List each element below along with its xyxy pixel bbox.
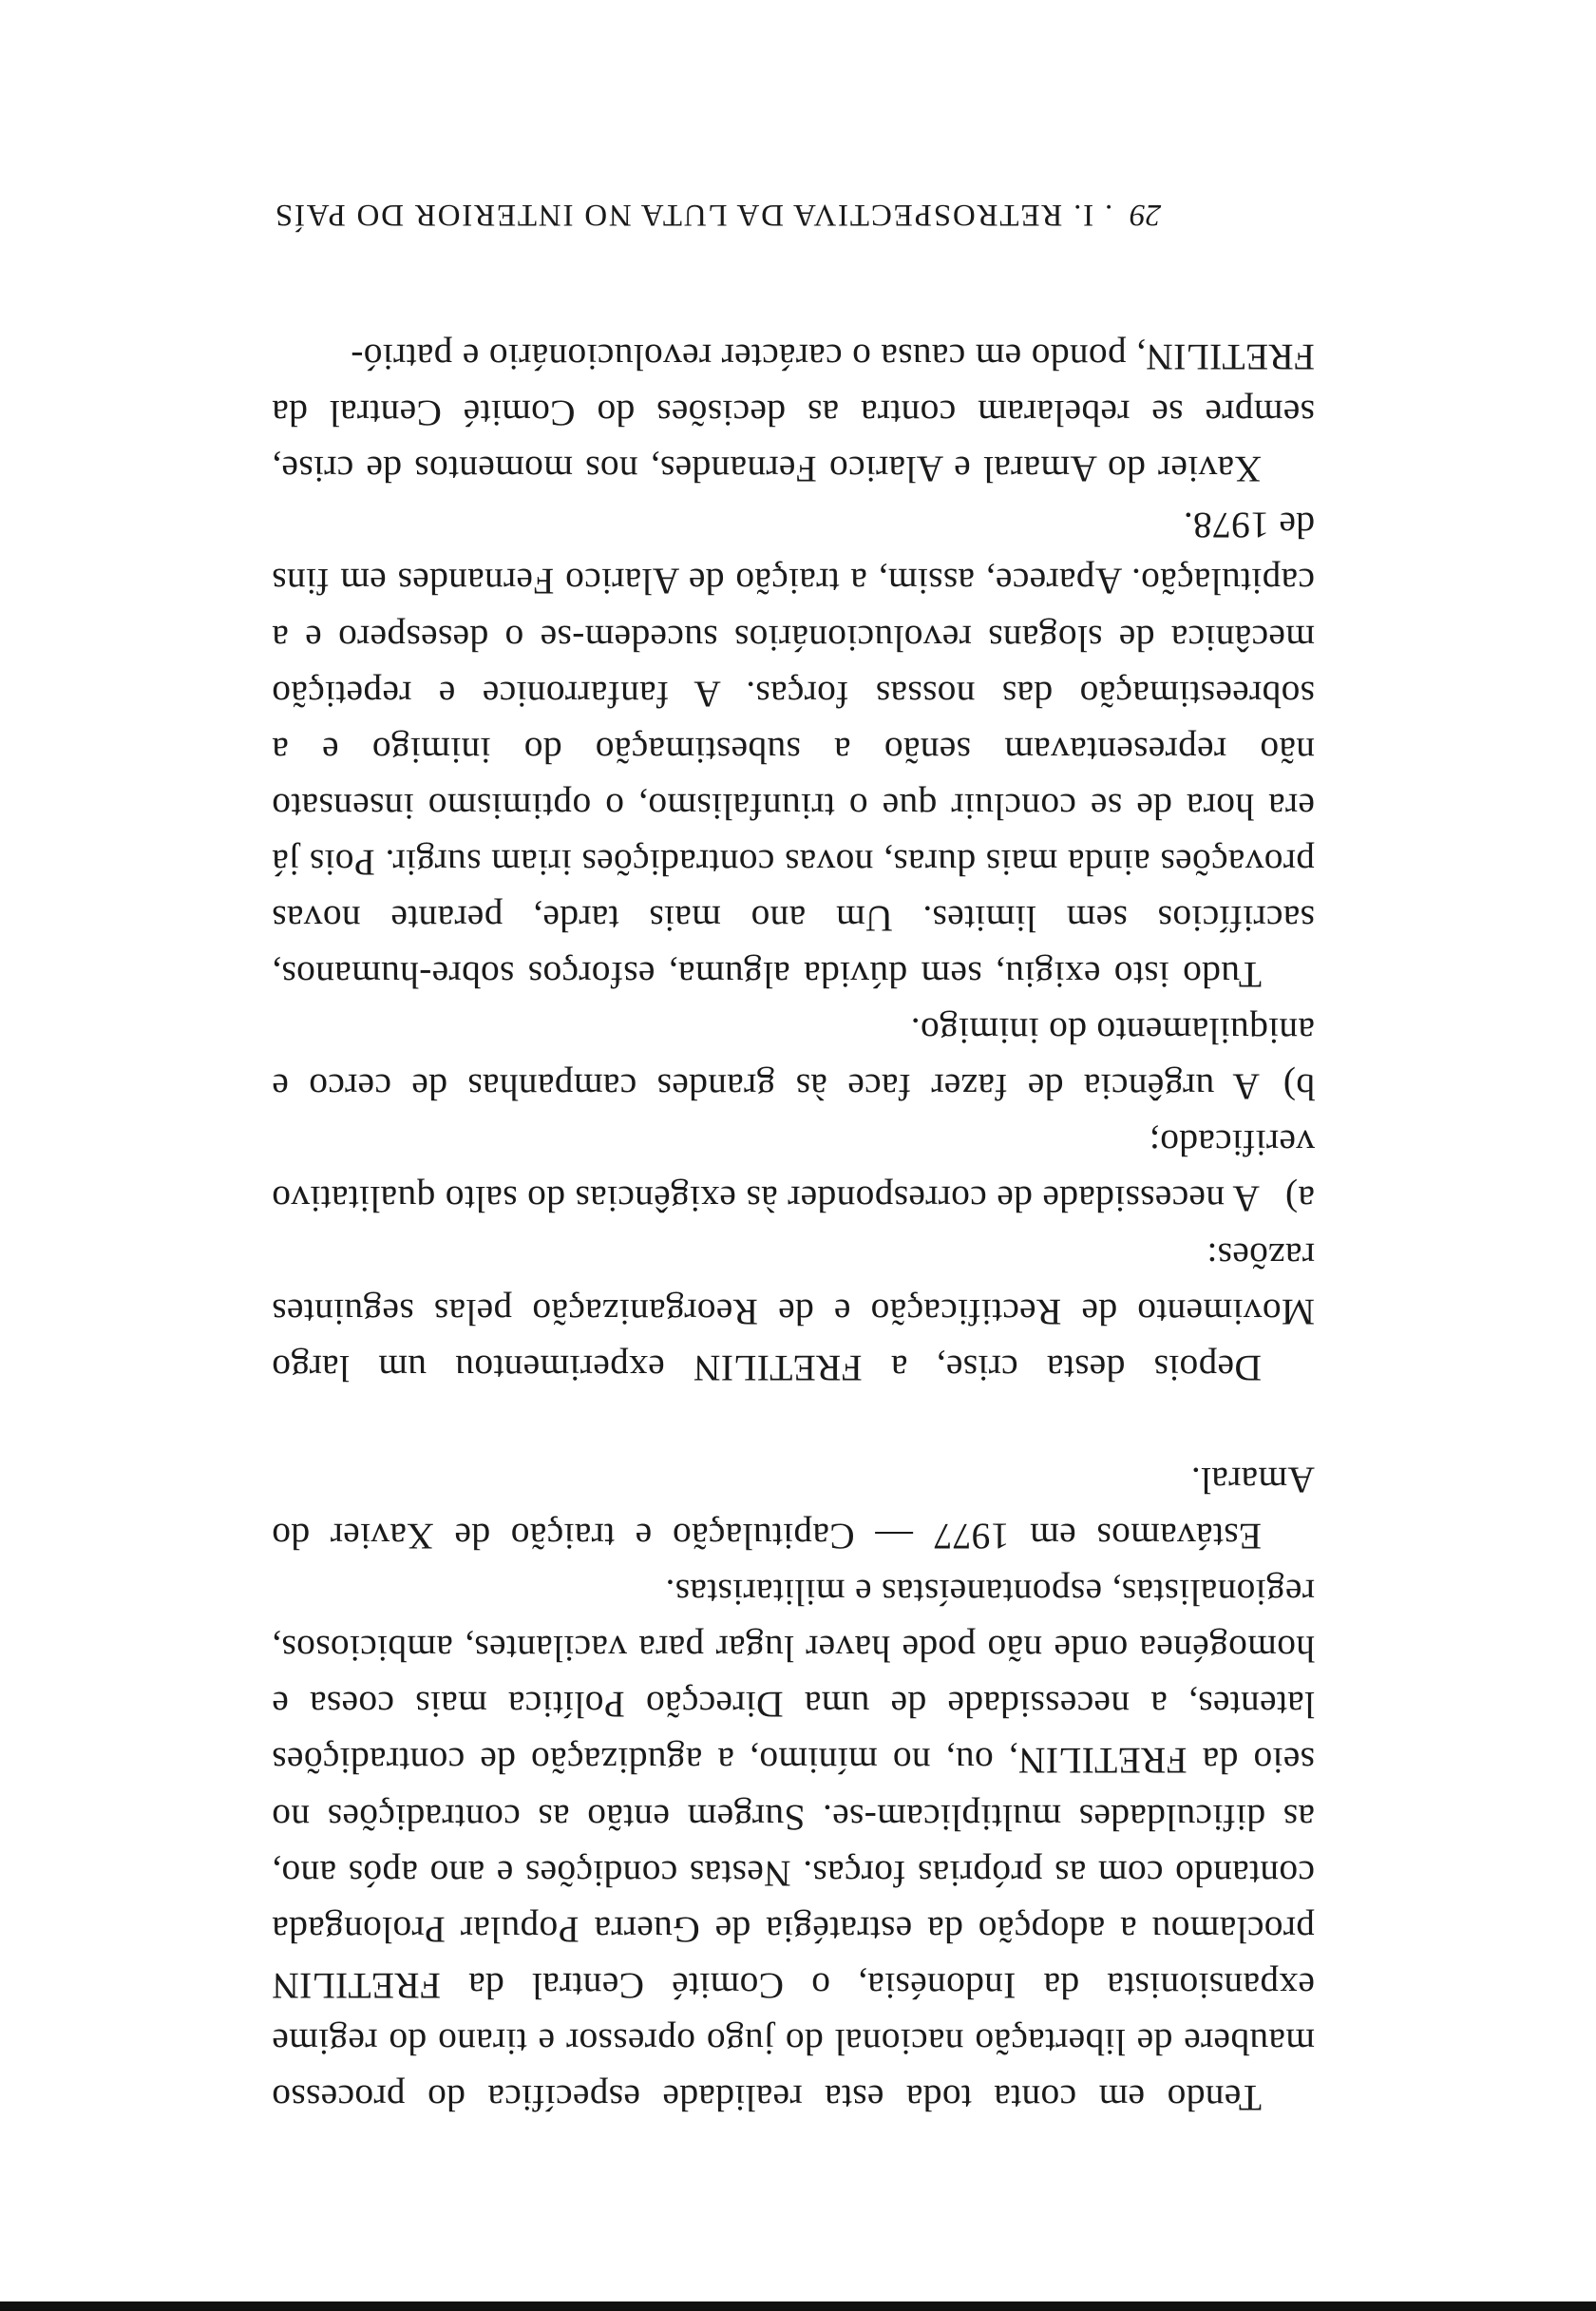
paragraph-3: Depois desta crise, a FRETILIN experimentou um largo Movimento de Rectificação e de Reorganização pelas seguintes razões: [272,1234,1315,1389]
list-item-a [272,1115,1315,1227]
list-item-b [272,1003,1315,1115]
list-text-b: A urgência de fazer face às grandes campanhas de cerco e aniquilamento do inimigo. [272,1010,1315,1109]
paragraph-4: Tudo isto exigiu, sem dúvida alguma, esforços sobre-humanos, sacrifícios sem limites. Um ano mais tarde, perante novas provações ainda mais duras, novas contradições iriam surgir. Pois já era hora de se concluir que o triunfalismo, o optimismo insensato não representavam senão a subestimação do inimigo e a sobreestimação das nossas forças. A fanfarronice e repetição mecânica de slogans revolucionários sucedem-se o desespero e a capitulação. Aparece, assim, a traição de Alarico Fernandes em fins de 1978. [272,505,1315,997]
running-head [274,197,1319,232]
paragraph-5: Xavier do Amaral e Alarico Fernandes, nos momentos de crise, sempre se rebelaram contra as decisões do Comité Central da FRETILIN, pondo em causa o carácter revolucionário e patrió- [272,336,1315,491]
scan-edge [0,2301,1596,2311]
list-text-a: A necessidade de corresponder às exigências do salto qualitativo verificado; [272,1122,1315,1221]
running-head-separator: . [1103,198,1113,232]
list-marker-b: b) [1282,1066,1315,1109]
paragraph-1: Tendo em conta toda esta realidade específica do processo maubere de libertação nacional do jugo opressor e tirano do regime expansionista da Indonésia, o Comité Central da FRETILIN proclamou a adopção da estratégia de Guerra Popular Prolongada contando com as próprias forças. Nestas condições e ano após ano, as dificuldades multiplicam-se. Surgem então as contradições no seio da FRETILIN, ou, no mínimo, a agudização de contradições latentes, a necessidade de uma Direcção Política mais coesa e homogénea onde não pode haver lugar para vacilantes, ambiciosos, regionalistas, espontaneístas e militaristas. [272,1572,1315,2119]
body-text [272,329,1315,2126]
list-marker-a: a) [1284,1178,1315,1221]
page-number: 29 [1130,198,1162,232]
paragraph-gap [272,1396,1315,1452]
paragraph-2: Estávamos em 1977 — Capitulação e traição de Xavier do Amaral. [272,1459,1315,1558]
running-head-title: I. RETROSPECTIVA DA LUTA NO INTERIOR DO PAÍS [274,198,1094,232]
